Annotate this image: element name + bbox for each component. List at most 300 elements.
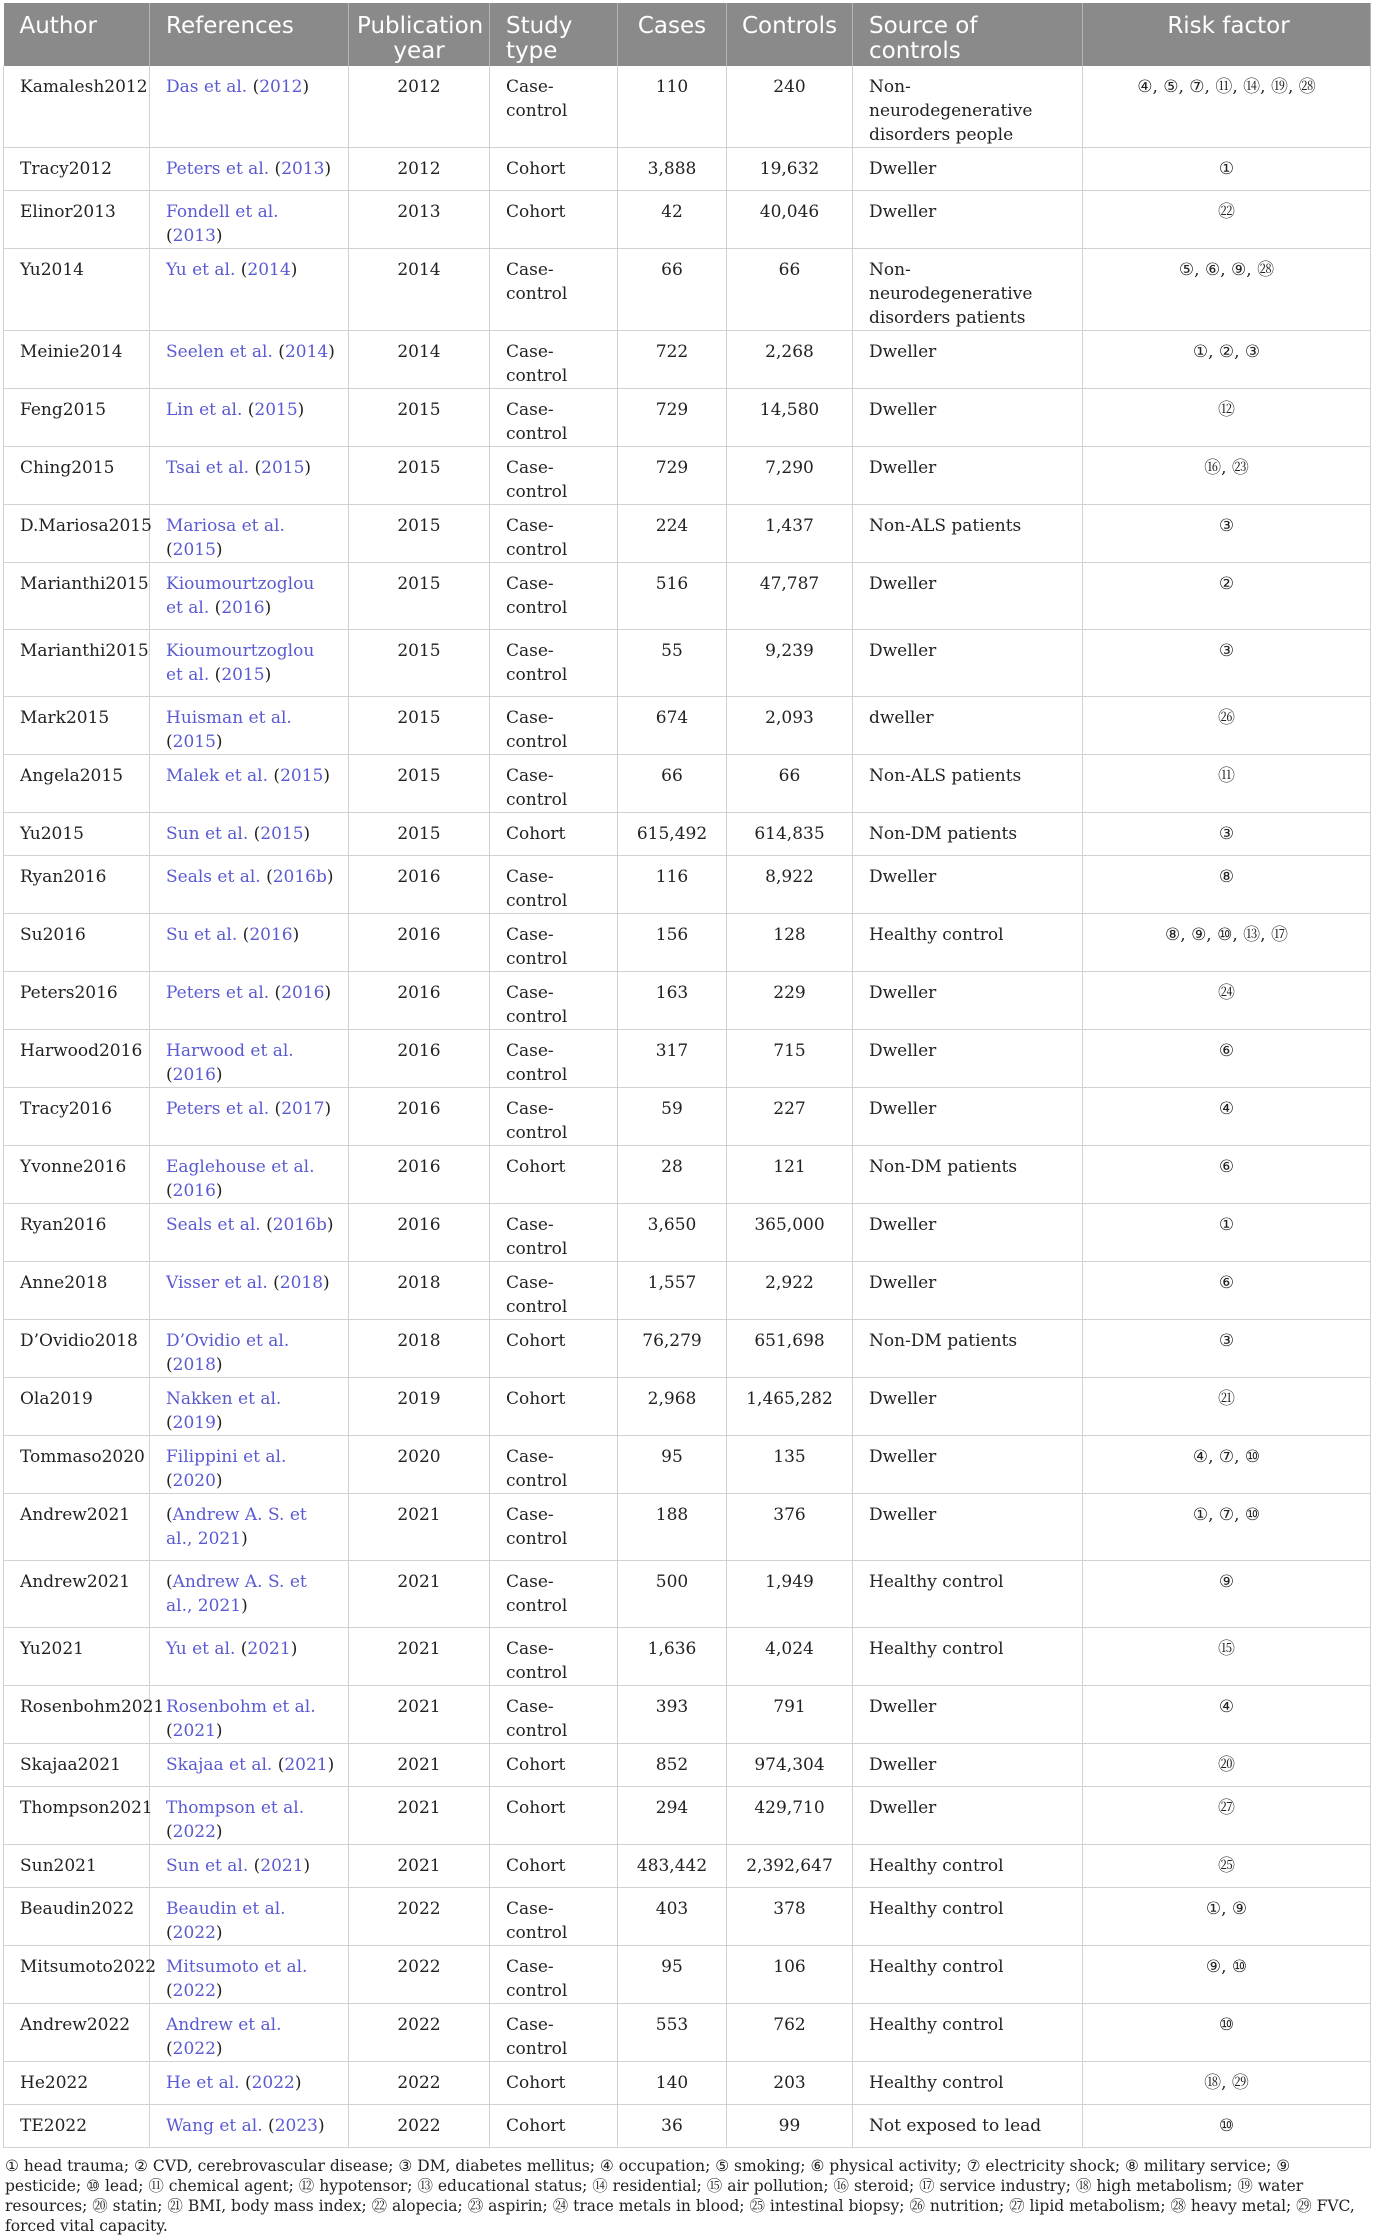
ref-year-link[interactable]: 2021 xyxy=(197,1596,242,1616)
cell-study-type: Case-control xyxy=(490,1088,618,1146)
cell-controls: 651,698 xyxy=(727,1320,853,1378)
cell-study-type: Case-control xyxy=(490,1946,618,2004)
ref-year-link[interactable]: 2021 xyxy=(172,1721,216,1741)
ref-author-link[interactable]: Yu et al. xyxy=(166,260,236,280)
cell-controls: 128 xyxy=(727,914,853,972)
cell-reference: Wang et al. (2023) xyxy=(150,2105,349,2148)
cell-study-type: Case-control xyxy=(490,2004,618,2062)
cell-controls: 791 xyxy=(727,1686,853,1744)
cell-reference: Yu et al. (2014) xyxy=(150,249,349,331)
cell-study-type: Cohort xyxy=(490,148,618,191)
ref-year-link[interactable]: 2016 xyxy=(221,598,265,618)
cell-risk-factor: ①, ⑨ xyxy=(1083,1888,1371,1946)
cell-source-of-controls: Healthy control xyxy=(853,2004,1083,2062)
cell-cases: 3,888 xyxy=(618,148,727,191)
ref-author-link[interactable]: Sun et al. xyxy=(166,1856,249,1876)
cell-author: Yu2015 xyxy=(4,813,150,856)
cell-study-type: Case-control xyxy=(490,1686,618,1744)
ref-year-link[interactable]: 2015 xyxy=(172,732,216,752)
ref-author-link[interactable]: Andrew et al. xyxy=(166,2015,282,2035)
cell-source-of-controls: Dweller xyxy=(853,191,1083,249)
cell-source-of-controls: Non-ALS patients xyxy=(853,755,1083,813)
header-study-type: Study type xyxy=(490,3,618,66)
ref-author-link[interactable]: Sun et al. xyxy=(166,824,249,844)
cell-cases: 95 xyxy=(618,1436,727,1494)
cell-controls: 229 xyxy=(727,972,853,1030)
cell-study-type: Case-control xyxy=(490,249,618,331)
cell-reference: Nakken et al. (2019) xyxy=(150,1378,349,1436)
table-row xyxy=(4,2004,1371,2062)
table-row xyxy=(4,389,1371,447)
cell-cases: 66 xyxy=(618,755,727,813)
ref-author-link[interactable]: Nakken et al. xyxy=(166,1389,282,1409)
cell-study-type: Case-control xyxy=(490,1888,618,1946)
ref-year-link[interactable]: 2016 xyxy=(249,925,293,945)
cell-risk-factor: ⑤, ⑥, ⑨, ㉘ xyxy=(1083,249,1371,331)
cell-controls: 2,392,647 xyxy=(727,1845,853,1888)
cell-reference: Malek et al. (2015) xyxy=(150,755,349,813)
cell-author: Ola2019 xyxy=(4,1378,150,1436)
cell-controls: 2,093 xyxy=(727,697,853,755)
cell-reference: Kioumourtzoglou et al. (2015) xyxy=(150,630,349,697)
cell-controls: 7,290 xyxy=(727,447,853,505)
cell-source-of-controls: Dweller xyxy=(853,630,1083,697)
cell-publication-year: 2018 xyxy=(349,1320,490,1378)
cell-source-of-controls: Dweller xyxy=(853,856,1083,914)
ref-author-link[interactable]: Mitsumoto et al. xyxy=(166,1957,308,1977)
cell-reference: Filippini et al. (2020) xyxy=(150,1436,349,1494)
ref-year-link[interactable]: 2023 xyxy=(274,2116,318,2136)
cell-cases: 615,492 xyxy=(618,813,727,856)
cell-controls: 121 xyxy=(727,1146,853,1204)
ref-year-link[interactable]: 2016 xyxy=(172,1181,216,1201)
cell-controls: 135 xyxy=(727,1436,853,1494)
ref-author-link[interactable]: Fondell et al. xyxy=(166,202,279,222)
cell-author: Feng2015 xyxy=(4,389,150,447)
ref-year-link[interactable]: 2022 xyxy=(251,2073,295,2093)
cell-author: Thompson2021 xyxy=(4,1787,150,1845)
ref-author-link[interactable]: Seelen et al. xyxy=(166,342,273,362)
cell-risk-factor: ㉔ xyxy=(1083,972,1371,1030)
ref-year-link[interactable]: 2022 xyxy=(172,1923,216,1943)
ref-year-link[interactable]: 2020 xyxy=(172,1471,216,1491)
cell-source-of-controls: Dweller xyxy=(853,1436,1083,1494)
cell-risk-factor: ⑥ xyxy=(1083,1262,1371,1320)
cell-cases: 42 xyxy=(618,191,727,249)
cell-reference: Seelen et al. (2014) xyxy=(150,331,349,389)
ref-author-link[interactable]: Seals et al. xyxy=(166,867,261,887)
cell-reference: Skajaa et al. (2021) xyxy=(150,1744,349,1787)
cell-cases: 28 xyxy=(618,1146,727,1204)
cell-author: Yvonne2016 xyxy=(4,1146,150,1204)
cell-study-type: Cohort xyxy=(490,1845,618,1888)
table-row xyxy=(4,2062,1371,2105)
cell-author: Ching2015 xyxy=(4,447,150,505)
cell-source-of-controls: Dweller xyxy=(853,563,1083,630)
cell-reference xyxy=(150,1494,349,1561)
cell-author: Mitsumoto2022 xyxy=(4,1946,150,2004)
cell-risk-factor: ㉒ xyxy=(1083,191,1371,249)
cell-publication-year: 2012 xyxy=(349,66,490,148)
cell-study-type: Case-control xyxy=(490,447,618,505)
cell-source-of-controls: Non-DM patients xyxy=(853,1146,1083,1204)
cell-controls: 2,268 xyxy=(727,331,853,389)
ref-author-link[interactable]: Visser et al. xyxy=(166,1273,268,1293)
cell-author: Andrew2021 xyxy=(4,1561,150,1628)
cell-study-type: Case-control xyxy=(490,1436,618,1494)
cell-author: Tracy2012 xyxy=(4,148,150,191)
cell-publication-year: 2015 xyxy=(349,755,490,813)
ref-year-link[interactable]: 2016b xyxy=(272,1215,327,1235)
cell-study-type: Case-control xyxy=(490,755,618,813)
table-row xyxy=(4,1146,1371,1204)
table-row xyxy=(4,1628,1371,1686)
cell-publication-year: 2021 xyxy=(349,1561,490,1628)
cell-cases: 163 xyxy=(618,972,727,1030)
cell-source-of-controls: Dweller xyxy=(853,331,1083,389)
table-row xyxy=(4,1494,1371,1561)
cell-controls: 66 xyxy=(727,249,853,331)
ref-author-link[interactable]: Malek et al. xyxy=(166,766,269,786)
cell-cases: 55 xyxy=(618,630,727,697)
ref-author-link[interactable]: Huisman et al. xyxy=(166,708,292,728)
table-row xyxy=(4,1262,1371,1320)
cell-cases: 188 xyxy=(618,1494,727,1561)
cell-cases: 110 xyxy=(618,66,727,148)
ref-year-link[interactable]: 2018 xyxy=(279,1273,324,1293)
ref-author-link[interactable]: Yu et al. xyxy=(166,1639,236,1659)
cell-study-type: Case-control xyxy=(490,914,618,972)
cell-study-type: Cohort xyxy=(490,2105,618,2148)
table-footnote: ① head trauma; ② CVD, cerebrovascular disease; ③ DM, diabetes mellitus; ④ occupation; ⑤ smoking; ⑥ physical activity; ⑦ electricity shock; ⑧ military service; ⑨ pesticide; ⑩ lead; ⑪ chemical agent; ⑫ hypotensor; ⑬ educational status; ⑭ residential; ⑮ air pollution; ⑯ steroid; ⑰ service industry; ⑱ high metabolism; ⑲ water resources; ⑳ statin; ㉑ BMI, body mass index; ㉒ alopecia; ㉓ aspirin; ㉔ trace metals in blood; ㉕ intestinal biopsy; ㉖ nutrition; ㉗ lipid metabolism; ㉘ heavy metal; ㉙ FVC, forced vital capacity. xyxy=(5,2157,1355,2235)
cell-publication-year: 2022 xyxy=(349,2062,490,2105)
ref-year-link[interactable]: 2019 xyxy=(172,1413,216,1433)
cell-controls: 429,710 xyxy=(727,1787,853,1845)
cell-controls: 614,835 xyxy=(727,813,853,856)
table-container xyxy=(3,3,1370,2236)
cell-author: Marianthi2015 xyxy=(4,563,150,630)
cell-controls: 1,949 xyxy=(727,1561,853,1628)
cell-reference: Tsai et al. (2015) xyxy=(150,447,349,505)
cell-cases: 1,636 xyxy=(618,1628,727,1686)
ref-year-link[interactable]: 2016 xyxy=(281,983,325,1003)
cell-publication-year: 2019 xyxy=(349,1378,490,1436)
cell-risk-factor: ⑥ xyxy=(1083,1030,1371,1088)
cell-source-of-controls: Dweller xyxy=(853,1787,1083,1845)
cell-risk-factor: ㉗ xyxy=(1083,1787,1371,1845)
ref-year-link[interactable]: 2015 xyxy=(280,766,324,786)
table-row xyxy=(4,1030,1371,1088)
ref-year-link[interactable]: 2017 xyxy=(281,1099,325,1119)
cell-cases: 3,650 xyxy=(618,1204,727,1262)
cell-source-of-controls: Dweller xyxy=(853,972,1083,1030)
cell-cases: 674 xyxy=(618,697,727,755)
cell-publication-year: 2021 xyxy=(349,1787,490,1845)
cell-publication-year: 2022 xyxy=(349,2004,490,2062)
ref-author-link[interactable]: Kioumourtzoglou et al. xyxy=(166,574,315,618)
ref-author-link[interactable]: Harwood et al. xyxy=(166,1041,294,1061)
cell-risk-factor: ①, ⑦, ⑩ xyxy=(1083,1494,1371,1561)
cell-controls: 1,437 xyxy=(727,505,853,563)
cell-author: Peters2016 xyxy=(4,972,150,1030)
cell-cases: 483,442 xyxy=(618,1845,727,1888)
ref-author-link[interactable]: Kioumourtzoglou et al. xyxy=(166,641,315,685)
cell-cases: 852 xyxy=(618,1744,727,1787)
cell-risk-factor: ③ xyxy=(1083,630,1371,697)
ref-author-link[interactable]: Beaudin et al. xyxy=(166,1899,286,1919)
header-publication-year: Publication year xyxy=(349,3,490,66)
cell-controls: 240 xyxy=(727,66,853,148)
cell-cases: 2,968 xyxy=(618,1378,727,1436)
cell-risk-factor: ⑩ xyxy=(1083,2105,1371,2148)
ref-year-link[interactable]: 2014 xyxy=(284,342,329,362)
cell-author: Andrew2022 xyxy=(4,2004,150,2062)
cell-author: TE2022 xyxy=(4,2105,150,2148)
cell-controls: 40,046 xyxy=(727,191,853,249)
cell-risk-factor: ③ xyxy=(1083,1320,1371,1378)
cell-controls: 47,787 xyxy=(727,563,853,630)
cell-study-type: Cohort xyxy=(490,1320,618,1378)
cell-controls: 4,024 xyxy=(727,1628,853,1686)
cell-publication-year: 2014 xyxy=(349,331,490,389)
table-row xyxy=(4,1888,1371,1946)
cell-controls: 9,239 xyxy=(727,630,853,697)
ref-year-link[interactable]: 2016b xyxy=(272,867,327,887)
ref-open-paren: ( xyxy=(166,1572,173,1592)
ref-year-link[interactable]: 2012 xyxy=(259,77,303,97)
cell-author: Harwood2016 xyxy=(4,1030,150,1088)
ref-year-link[interactable]: 2022 xyxy=(172,1981,216,2001)
ref-author-link[interactable]: Tsai et al. xyxy=(166,458,250,478)
ref-year-link[interactable]: 2021 xyxy=(260,1856,304,1876)
cell-risk-factor: ⑨ xyxy=(1083,1561,1371,1628)
cell-publication-year: 2018 xyxy=(349,1262,490,1320)
ref-author-link[interactable]: Andrew A. S. et al., xyxy=(166,1505,307,1549)
cell-source-of-controls: Dweller xyxy=(853,1494,1083,1561)
cell-reference: Lin et al. (2015) xyxy=(150,389,349,447)
cell-author: Ryan2016 xyxy=(4,856,150,914)
cell-risk-factor: ⑮ xyxy=(1083,1628,1371,1686)
cell-reference: Mitsumoto et al. (2022) xyxy=(150,1946,349,2004)
cell-risk-factor: ①, ②, ③ xyxy=(1083,331,1371,389)
cell-risk-factor: ④ xyxy=(1083,1088,1371,1146)
cell-study-type: Case-control xyxy=(490,856,618,914)
cell-controls: 203 xyxy=(727,2062,853,2105)
table-row xyxy=(4,914,1371,972)
table-row xyxy=(4,1946,1371,2004)
cell-study-type: Cohort xyxy=(490,813,618,856)
table-row xyxy=(4,1845,1371,1888)
cell-risk-factor: ⑫ xyxy=(1083,389,1371,447)
cell-risk-factor: ⑩ xyxy=(1083,2004,1371,2062)
cell-reference: He et al. (2022) xyxy=(150,2062,349,2105)
cell-risk-factor: ① xyxy=(1083,1204,1371,1262)
ref-author-link[interactable]: Eaglehouse et al. xyxy=(166,1157,315,1177)
table-row xyxy=(4,447,1371,505)
ref-author-link[interactable]: Andrew A. S. et al., xyxy=(166,1572,307,1616)
cell-cases: 516 xyxy=(618,563,727,630)
cell-study-type: Cohort xyxy=(490,1787,618,1845)
cell-reference: Fondell et al. (2013) xyxy=(150,191,349,249)
ref-year-link[interactable]: 2014 xyxy=(247,260,291,280)
cell-author: Meinie2014 xyxy=(4,331,150,389)
ref-year-link[interactable]: 2016 xyxy=(172,1065,216,1085)
ref-author-link[interactable]: Skajaa et al. xyxy=(166,1755,273,1775)
ref-author-link[interactable]: Peters et al. xyxy=(166,983,270,1003)
cell-publication-year: 2016 xyxy=(349,1204,490,1262)
cell-source-of-controls: Dweller xyxy=(853,1262,1083,1320)
cell-author: Su2016 xyxy=(4,914,150,972)
ref-author-link[interactable]: Lin et al. xyxy=(166,400,243,420)
cell-controls: 1,465,282 xyxy=(727,1378,853,1436)
cell-reference: Thompson et al. (2022) xyxy=(150,1787,349,1845)
ref-author-link[interactable]: Mariosa et al. xyxy=(166,516,285,536)
table-row xyxy=(4,856,1371,914)
cell-author: Kamalesh2012 xyxy=(4,66,150,148)
cell-controls: 8,922 xyxy=(727,856,853,914)
cell-study-type: Case-control xyxy=(490,331,618,389)
cell-study-type: Case-control xyxy=(490,630,618,697)
cell-publication-year: 2016 xyxy=(349,1146,490,1204)
cell-source-of-controls: Dweller xyxy=(853,1204,1083,1262)
ref-year-link[interactable]: 2021 xyxy=(197,1529,242,1549)
cell-publication-year: 2021 xyxy=(349,1845,490,1888)
cell-source-of-controls: Dweller xyxy=(853,1030,1083,1088)
ref-year-link[interactable]: 2022 xyxy=(172,2039,216,2059)
cell-publication-year: 2021 xyxy=(349,1744,490,1787)
cell-controls: 99 xyxy=(727,2105,853,2148)
header-author: Author xyxy=(4,3,150,66)
cell-publication-year: 2015 xyxy=(349,630,490,697)
cell-publication-year: 2021 xyxy=(349,1494,490,1561)
ref-year-link[interactable]: 2013 xyxy=(172,226,216,246)
cell-source-of-controls: Dweller xyxy=(853,148,1083,191)
cell-controls: 106 xyxy=(727,1946,853,2004)
ref-author-link[interactable]: Filippini et al. xyxy=(166,1447,287,1467)
cell-source-of-controls: dweller xyxy=(853,697,1083,755)
table-row xyxy=(4,148,1371,191)
ref-year-link[interactable]: 2015 xyxy=(172,540,216,560)
cell-source-of-controls: Healthy control xyxy=(853,2062,1083,2105)
cell-study-type: Case-control xyxy=(490,505,618,563)
cell-controls: 2,922 xyxy=(727,1262,853,1320)
cell-publication-year: 2022 xyxy=(349,1946,490,2004)
cell-cases: 76,279 xyxy=(618,1320,727,1378)
table-row xyxy=(4,1320,1371,1378)
cell-reference: D’Ovidio et al. (2018) xyxy=(150,1320,349,1378)
ref-author-link[interactable]: Rosenbohm et al. xyxy=(166,1697,316,1717)
cell-study-type: Case-control xyxy=(490,1561,618,1628)
cell-controls: 227 xyxy=(727,1088,853,1146)
cell-publication-year: 2015 xyxy=(349,813,490,856)
cell-author: Tommaso2020 xyxy=(4,1436,150,1494)
cell-study-type: Case-control xyxy=(490,389,618,447)
table-row xyxy=(4,249,1371,331)
cell-author: Rosenbohm2021 xyxy=(4,1686,150,1744)
cell-source-of-controls: Non-DM patients xyxy=(853,1320,1083,1378)
ref-year-link[interactable]: 2018 xyxy=(172,1355,216,1375)
ref-author-link[interactable]: He et al. xyxy=(166,2073,240,2093)
ref-close-paren: ) xyxy=(241,1529,248,1549)
cell-source-of-controls: Dweller xyxy=(853,447,1083,505)
cell-reference: Kioumourtzoglou et al. (2016) xyxy=(150,563,349,630)
ref-year-link[interactable]: 2021 xyxy=(284,1755,328,1775)
cell-controls: 762 xyxy=(727,2004,853,2062)
header-row xyxy=(4,3,1371,66)
cell-source-of-controls: Healthy control xyxy=(853,1888,1083,1946)
ref-author-link[interactable]: Peters et al. xyxy=(166,1099,270,1119)
cell-reference: Das et al. (2012) xyxy=(150,66,349,148)
table-row xyxy=(4,1378,1371,1436)
ref-author-link[interactable]: Wang et al. xyxy=(166,2116,263,2136)
header-cases: Cases xyxy=(618,3,727,66)
ref-author-link[interactable]: Seals et al. xyxy=(166,1215,261,1235)
cell-source-of-controls: Dweller xyxy=(853,1744,1083,1787)
ref-year-link[interactable]: 2015 xyxy=(261,458,305,478)
cell-source-of-controls: Non-neurodegenerative disorders people xyxy=(853,66,1083,148)
cell-study-type: Case-control xyxy=(490,972,618,1030)
cell-publication-year: 2021 xyxy=(349,1628,490,1686)
cell-source-of-controls: Dweller xyxy=(853,389,1083,447)
ref-year-link[interactable]: 2015 xyxy=(221,665,265,685)
ref-author-link[interactable]: D’Ovidio et al. xyxy=(166,1331,290,1351)
cell-publication-year: 2014 xyxy=(349,249,490,331)
ref-author-link[interactable]: Thompson et al. xyxy=(166,1798,305,1818)
cell-source-of-controls: Non-neurodegenerative disorders patients xyxy=(853,249,1083,331)
cell-publication-year: 2016 xyxy=(349,972,490,1030)
cell-study-type: Case-control xyxy=(490,1030,618,1088)
cell-reference: Andrew et al. (2022) xyxy=(150,2004,349,2062)
ref-author-link[interactable]: Das et al. xyxy=(166,77,248,97)
cell-author: Angela2015 xyxy=(4,755,150,813)
table-row xyxy=(4,563,1371,630)
ref-year-link[interactable]: 2015 xyxy=(254,400,298,420)
ref-year-link[interactable]: 2015 xyxy=(260,824,304,844)
cell-risk-factor: ⑳ xyxy=(1083,1744,1371,1787)
cell-cases: 403 xyxy=(618,1888,727,1946)
cell-publication-year: 2020 xyxy=(349,1436,490,1494)
cell-cases: 393 xyxy=(618,1686,727,1744)
cell-controls: 376 xyxy=(727,1494,853,1561)
cell-study-type: Cohort xyxy=(490,2062,618,2105)
cell-publication-year: 2015 xyxy=(349,563,490,630)
cell-study-type: Case-control xyxy=(490,1262,618,1320)
cell-reference: Beaudin et al. (2022) xyxy=(150,1888,349,1946)
ref-author-link[interactable]: Su et al. xyxy=(166,925,238,945)
cell-controls: 715 xyxy=(727,1030,853,1088)
cell-controls: 19,632 xyxy=(727,148,853,191)
cell-reference: Mariosa et al. (2015) xyxy=(150,505,349,563)
ref-author-link[interactable]: Peters et al. xyxy=(166,159,270,179)
cell-risk-factor: ⑥ xyxy=(1083,1146,1371,1204)
cell-cases: 156 xyxy=(618,914,727,972)
cell-cases: 66 xyxy=(618,249,727,331)
cell-source-of-controls: Healthy control xyxy=(853,914,1083,972)
ref-year-link[interactable]: 2021 xyxy=(247,1639,291,1659)
cell-author: Beaudin2022 xyxy=(4,1888,150,1946)
header-risk-factor: Risk factor xyxy=(1083,3,1371,66)
ref-year-link[interactable]: 2013 xyxy=(281,159,325,179)
cell-risk-factor: ⑱, ㉙ xyxy=(1083,2062,1371,2105)
table-row xyxy=(4,813,1371,856)
cell-risk-factor: ㉖ xyxy=(1083,697,1371,755)
cell-reference: Su et al. (2016) xyxy=(150,914,349,972)
cell-author: Andrew2021 xyxy=(4,1494,150,1561)
ref-year-link[interactable]: 2022 xyxy=(172,1822,216,1842)
table-row xyxy=(4,2105,1371,2148)
cell-cases: 729 xyxy=(618,447,727,505)
cell-risk-factor: ㉑ xyxy=(1083,1378,1371,1436)
